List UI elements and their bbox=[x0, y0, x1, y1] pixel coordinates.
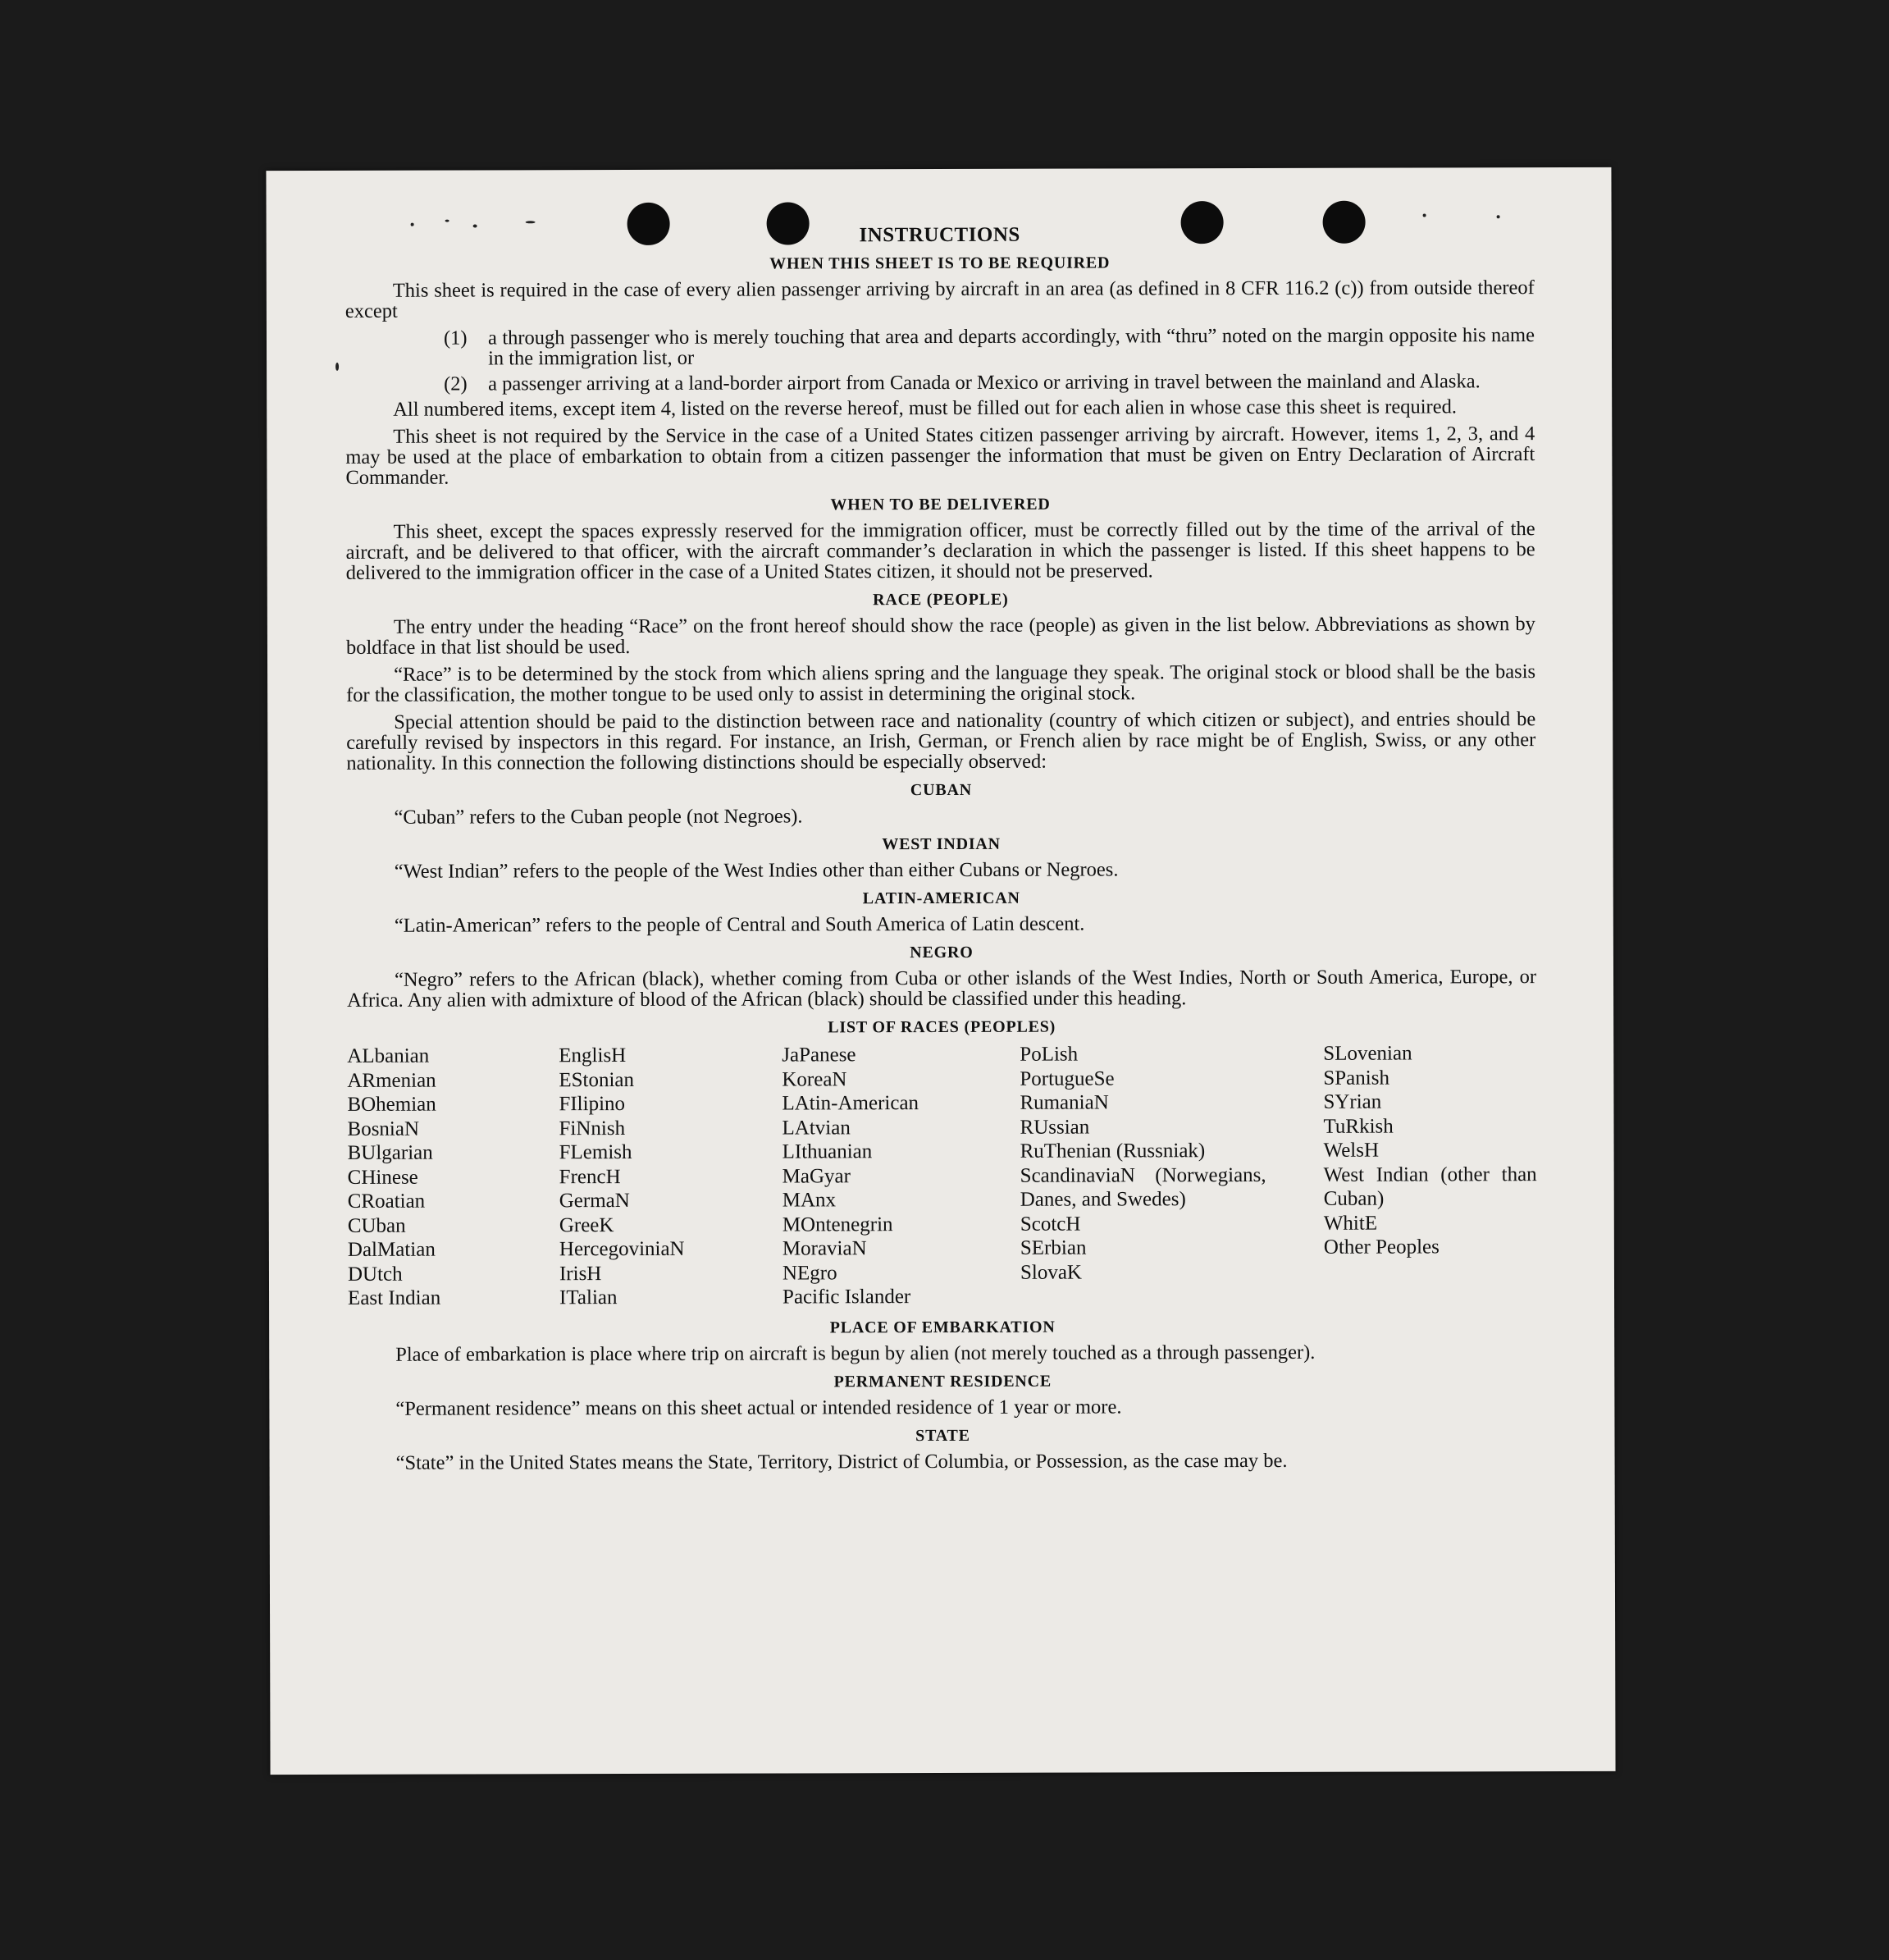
race-entry: MOntenegrin bbox=[782, 1213, 893, 1236]
heading-embarkation: PLACE OF EMBARKATION bbox=[829, 1318, 1056, 1336]
race-entry: RumaniaN bbox=[1020, 1091, 1109, 1114]
race-column bbox=[1020, 1042, 1324, 1309]
page-title: INSTRUCTIONS bbox=[859, 223, 1020, 247]
race-entry: CHinese bbox=[347, 1166, 418, 1189]
race-entry: TuRkish bbox=[1323, 1115, 1394, 1138]
item-number: (2) bbox=[444, 372, 468, 395]
race-entry: PortugueSe bbox=[1020, 1067, 1115, 1090]
race-entry: EStonian bbox=[559, 1068, 635, 1091]
race-entry: SLovenian bbox=[1323, 1042, 1412, 1065]
paragraph: “Cuban” refers to the Cuban people (not Negroes). bbox=[394, 805, 803, 829]
race-entry: CUban bbox=[347, 1214, 406, 1237]
race-column bbox=[347, 1044, 559, 1310]
race-entry: DalMatian bbox=[347, 1238, 436, 1261]
heading-negro: NEGRO bbox=[910, 943, 974, 962]
list-item bbox=[444, 371, 1535, 394]
race-entry: East Indian bbox=[348, 1286, 441, 1309]
list-item bbox=[444, 325, 1535, 368]
race-entry: SlovaK bbox=[1020, 1261, 1082, 1284]
race-entry: RuThenian (Russniak) bbox=[1020, 1140, 1206, 1163]
race-entry: CRoatian bbox=[347, 1190, 426, 1213]
race-entry: SPanish bbox=[1323, 1067, 1389, 1090]
paragraph: “Race” is to be determined by the stock from which aliens spring and the language they speak. The original stock or blood shall be the basis for the classification, the mother tongue to be used only to assist in determining the original stock. bbox=[346, 660, 1536, 706]
race-entry: GermaN bbox=[559, 1189, 630, 1213]
heading-cuban: CUBAN bbox=[910, 780, 973, 800]
heading-state: STATE bbox=[915, 1426, 970, 1445]
heading-race: RACE (PEOPLE) bbox=[873, 590, 1009, 610]
speck bbox=[1497, 215, 1500, 218]
heading-permanent-residence: PERMANENT RESIDENCE bbox=[833, 1372, 1052, 1391]
race-entry: NEgro bbox=[782, 1261, 837, 1285]
race-entry: FIlipino bbox=[559, 1093, 626, 1116]
race-entry: JaPanese bbox=[782, 1044, 856, 1067]
race-entry: BUlgarian bbox=[347, 1141, 433, 1164]
heading-west-indian: WEST INDIAN bbox=[882, 834, 1001, 854]
race-entry: West Indian (other than Cuban) bbox=[1323, 1163, 1537, 1210]
race-entry: BosniaN bbox=[347, 1117, 420, 1140]
race-entry: MAnx bbox=[782, 1189, 837, 1212]
paragraph: “Permanent residence” means on this sheet actual or intended residence of 1 year or more. bbox=[395, 1395, 1122, 1420]
paragraph: Special attention should be paid to the distinction between race and nationality (country of which citizen or subject), and entries should be carefully revised by inspectors in this regard. For instance, an Irish, German, or French alien by race might be of English, Swiss, or any other nationality. In this connection the following distinctions should be especially observed: bbox=[346, 708, 1536, 774]
heading-latin-american: LATIN-AMERICAN bbox=[862, 889, 1020, 908]
race-entry: DUtch bbox=[347, 1263, 403, 1286]
race-entry: KoreaN bbox=[782, 1067, 847, 1091]
item-text: a through passenger who is merely touching that area and departs accordingly, with “thru” noted on the margin opposite his name in the immigration list, or bbox=[487, 324, 1535, 370]
race-entry: LIthuanian bbox=[782, 1140, 873, 1163]
race-list bbox=[347, 1041, 1537, 1310]
document-sheet bbox=[266, 167, 1615, 1775]
race-entry: FLemish bbox=[559, 1140, 632, 1164]
race-entry: Other Peoples bbox=[1323, 1236, 1440, 1259]
heading-when-required: WHEN THIS SHEET IS TO BE REQUIRED bbox=[769, 254, 1111, 273]
race-entry: RUssian bbox=[1020, 1116, 1090, 1139]
race-entry: FiNnish bbox=[559, 1117, 626, 1140]
item-number: (1) bbox=[443, 327, 468, 350]
race-entry: WelsH bbox=[1323, 1139, 1380, 1162]
race-entry: LAtin-American bbox=[782, 1092, 919, 1115]
race-entry: SYrian bbox=[1323, 1090, 1382, 1113]
speck bbox=[526, 221, 536, 223]
speck bbox=[1423, 213, 1426, 217]
race-entry: Pacific Islander bbox=[783, 1286, 911, 1309]
paragraph: The entry under the heading “Race” on the front hereof should show the race (people) as given in the list below. Abbreviations as shown by boldface in that list should be used. bbox=[345, 613, 1535, 659]
race-entry: ScotcH bbox=[1020, 1213, 1081, 1236]
paragraph: This sheet is not required by the Service in the case of a United States citizen passenger arriving by aircraft. However, items 1, 2, 3, and 4 may be used at the place of embarkation to obtain from a citizen passenger the information that must be given on Entry Declaration of Aircraft Commander. bbox=[345, 423, 1535, 489]
race-entry: ARmenian bbox=[347, 1069, 436, 1092]
race-entry: ITalian bbox=[559, 1286, 618, 1309]
paragraph: “State” in the United States means the State, Territory, District of Columbia, or Possession, as the case may be. bbox=[395, 1449, 1288, 1474]
race-column bbox=[782, 1043, 1020, 1309]
paragraph: “Latin-American” refers to the people of Central and South America of Latin descent. bbox=[394, 912, 1085, 937]
race-entry: FrencH bbox=[559, 1165, 621, 1188]
speck bbox=[445, 220, 449, 222]
race-entry: IrisH bbox=[559, 1262, 602, 1285]
race-column bbox=[559, 1044, 783, 1310]
race-entry: MoraviaN bbox=[782, 1237, 867, 1260]
race-entry: PoLish bbox=[1020, 1043, 1079, 1066]
paragraph: This sheet is required in the case of every alien passenger arriving by aircraft in an area (as defined in 8 CFR 116.2 (c)) from outside thereof except bbox=[344, 276, 1535, 322]
paragraph: All numbered items, except item 4, listed on the reverse hereof, must be filled out for each alien in whose case this sheet is required. bbox=[393, 395, 1457, 421]
heading-list-of-races: LIST OF RACES (PEOPLES) bbox=[828, 1017, 1056, 1037]
race-entry: BOhemian bbox=[347, 1093, 436, 1116]
race-entry: GreeK bbox=[559, 1213, 614, 1236]
instructions-content bbox=[345, 223, 1538, 1479]
heading-when-delivered: WHEN TO BE DELIVERED bbox=[830, 495, 1051, 514]
race-entry: LAtvian bbox=[782, 1116, 851, 1140]
race-entry: WhitE bbox=[1323, 1212, 1378, 1235]
paragraph: Place of embarkation is place where trip on aircraft is begun by alien (not merely touched as a through passenger). bbox=[395, 1341, 1316, 1366]
paragraph: “Negro” refers to the African (black), whether coming from Cuba or other islands of the West Indies, North or South America, Europe, or Africa. Any alien with admixture of blood of the African (black) should be classified under this heading. bbox=[347, 966, 1537, 1012]
race-entry: SErbian bbox=[1020, 1236, 1087, 1259]
race-entry: MaGyar bbox=[782, 1164, 851, 1188]
race-entry: EnglisH bbox=[559, 1044, 627, 1067]
speck bbox=[335, 363, 339, 371]
paragraph: “West Indian” refers to the people of the West Indies other than either Cubans or Negroes. bbox=[394, 858, 1119, 883]
item-text: a passenger arriving at a land-border airport from Canada or Mexico or arriving in travel between the mainland and Alaska. bbox=[488, 370, 1481, 395]
race-column bbox=[1323, 1041, 1537, 1308]
race-entry: HercegoviniaN bbox=[559, 1237, 685, 1261]
race-entry: ALbanian bbox=[347, 1044, 430, 1067]
paragraph: This sheet, except the spaces expressly reserved for the immigration officer, must be correctly filled out by the time of the arrival of the aircraft, and be delivered to that officer, with the aircraft commander’s declaration in which the passenger is listed. If this sheet happens to be delivered to the immigration officer in the case of a United States citizen, it should not be preserved. bbox=[345, 518, 1535, 584]
race-entry: ScandinaviaN (Norwegians, Danes, and Swedes) bbox=[1020, 1163, 1266, 1211]
